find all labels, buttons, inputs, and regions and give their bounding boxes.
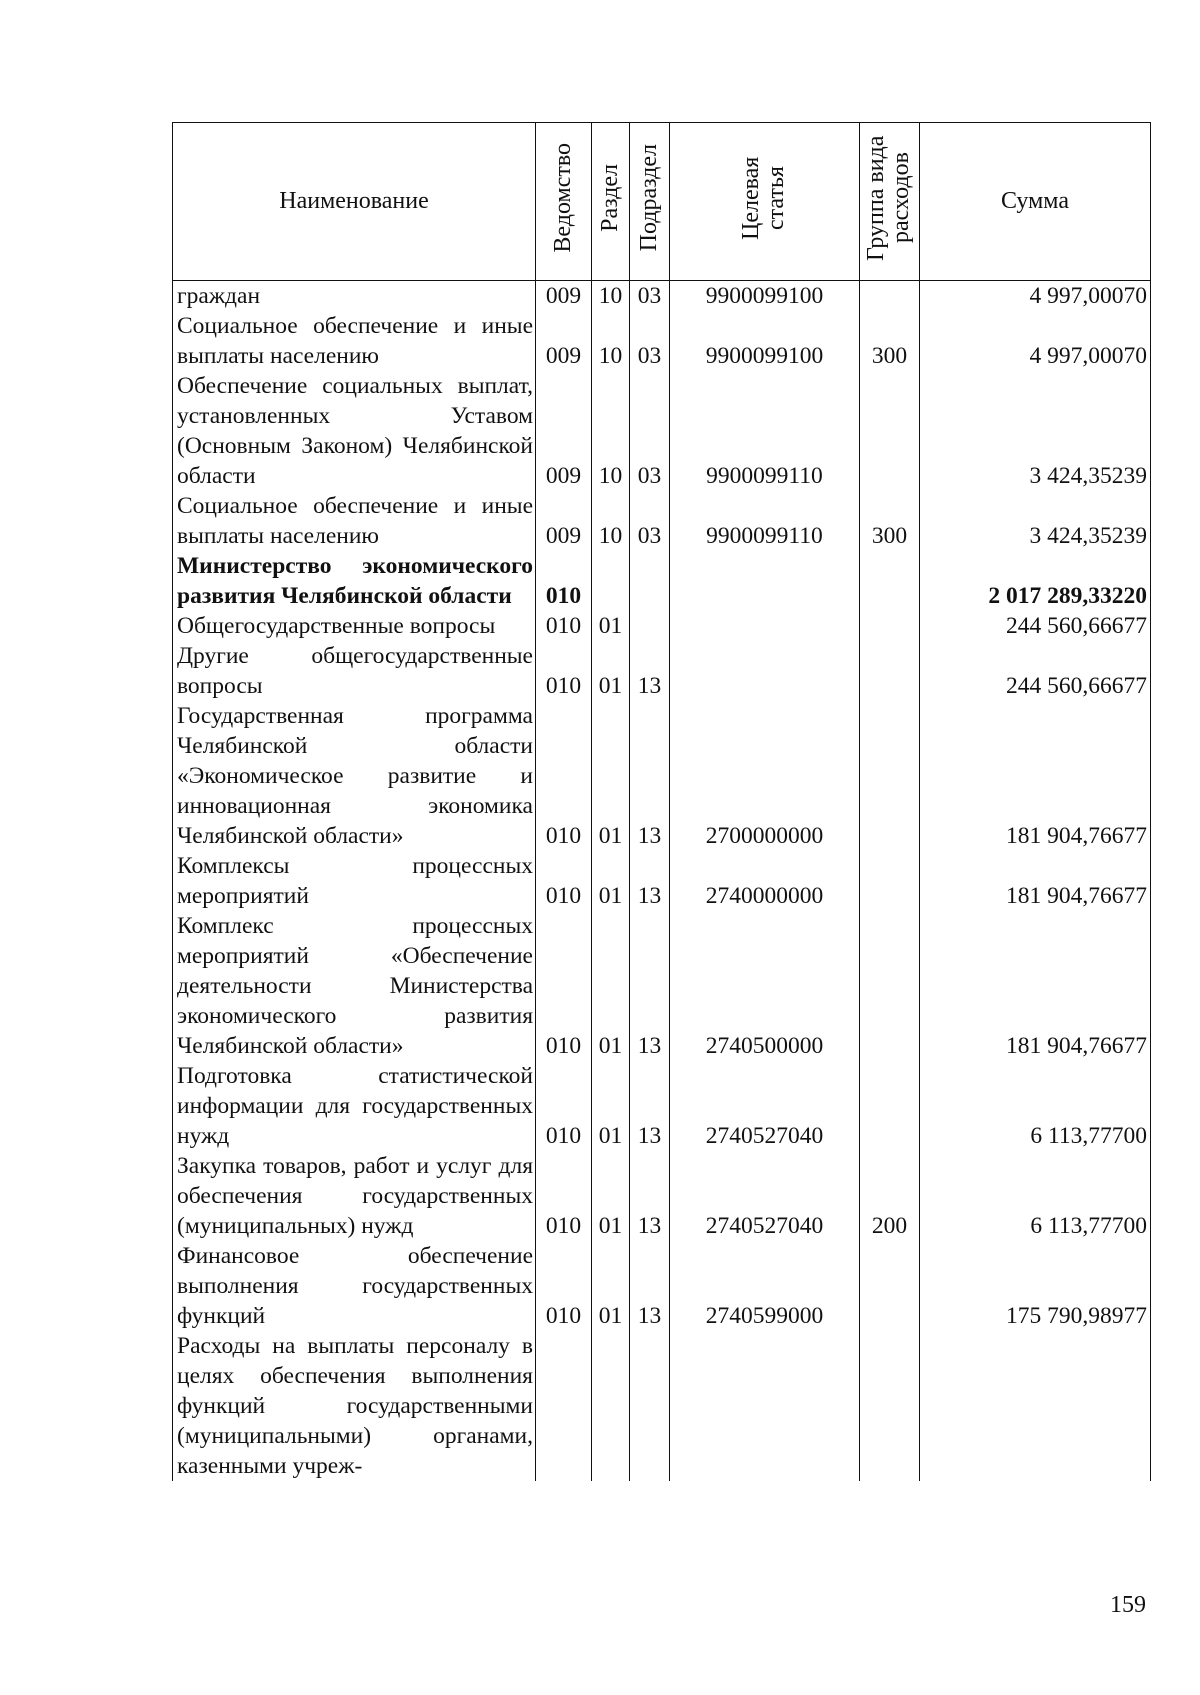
row-vedomstvo: 010 <box>536 551 592 611</box>
row-vedomstvo: 010 <box>536 701 592 851</box>
row-gruppa-vida-rashodov <box>860 851 920 911</box>
table-row <box>173 311 1151 371</box>
row-summa: 6 113,77700 <box>920 1061 1151 1151</box>
row-celevaya-statya: 2700000000 <box>670 701 860 851</box>
row-gruppa-vida-rashodov: 300 <box>860 311 920 371</box>
row-name: Комплекс процессных мероприятий «Обеспечение деятельности Министерства экономического развития Челябинской области» <box>173 911 536 1061</box>
row-summa: 2 017 289,33220 <box>920 551 1151 611</box>
row-name: Социальное обеспечение и иные выплаты населению <box>173 491 536 551</box>
row-gruppa-vida-rashodov <box>860 281 920 312</box>
row-gruppa-vida-rashodov <box>860 701 920 851</box>
row-podrazdel: 13 <box>630 1151 670 1241</box>
row-gruppa-vida-rashodov <box>860 1331 920 1481</box>
row-gruppa-vida-rashodov <box>860 1241 920 1331</box>
row-name: Социальное обеспечение и иные выплаты населению <box>173 311 536 371</box>
row-gruppa-vida-rashodov <box>860 611 920 641</box>
row-razdel: 01 <box>592 641 630 701</box>
row-name: Расходы на выплаты персоналу в целях обеспечения выполнения функций государственными (муниципальными) органами, казенными учреж- <box>173 1331 536 1481</box>
row-summa: 4 997,00070 <box>920 281 1151 312</box>
row-name: Закупка товаров, работ и услуг для обеспечения государственных (муниципальных) нужд <box>173 1151 536 1241</box>
row-razdel: 01 <box>592 611 630 641</box>
table-row <box>173 611 1151 641</box>
header-gruppa-vida-rashodov: Группа вида расходов <box>860 123 920 281</box>
row-razdel: 10 <box>592 371 630 491</box>
row-summa: 181 904,76677 <box>920 851 1151 911</box>
row-celevaya-statya <box>670 641 860 701</box>
header-razdel: Раздел <box>592 123 630 281</box>
row-gruppa-vida-rashodov <box>860 911 920 1061</box>
row-celevaya-statya: 2740527040 <box>670 1061 860 1151</box>
table-row <box>173 371 1151 491</box>
row-podrazdel: 13 <box>630 701 670 851</box>
table-row <box>173 281 1151 312</box>
row-gruppa-vida-rashodov <box>860 551 920 611</box>
row-vedomstvo: 009 <box>536 311 592 371</box>
row-name: граждан <box>173 281 536 312</box>
row-vedomstvo: 010 <box>536 911 592 1061</box>
row-summa: 181 904,76677 <box>920 701 1151 851</box>
row-celevaya-statya: 9900099110 <box>670 491 860 551</box>
row-razdel: 01 <box>592 911 630 1061</box>
header-podrazdel: Подраздел <box>630 123 670 281</box>
header-name: Наименование <box>173 123 536 281</box>
header-summa: Сумма <box>920 123 1151 281</box>
row-podrazdel: 13 <box>630 851 670 911</box>
table-row <box>173 1241 1151 1331</box>
header-vedomstvo: Ведомство <box>536 123 592 281</box>
row-gruppa-vida-rashodov <box>860 641 920 701</box>
row-podrazdel <box>630 611 670 641</box>
row-celevaya-statya: 2740500000 <box>670 911 860 1061</box>
row-podrazdel: 03 <box>630 311 670 371</box>
row-vedomstvo: 010 <box>536 1061 592 1151</box>
row-vedomstvo <box>536 1331 592 1481</box>
row-vedomstvo: 010 <box>536 641 592 701</box>
row-razdel <box>592 1331 630 1481</box>
row-razdel: 10 <box>592 281 630 312</box>
row-podrazdel: 13 <box>630 1241 670 1331</box>
table-body <box>173 281 1151 1482</box>
row-name: Государственная программа Челябинской области «Экономическое развитие и инновационная экономика Челябинской области» <box>173 701 536 851</box>
row-podrazdel: 03 <box>630 281 670 312</box>
row-podrazdel: 03 <box>630 371 670 491</box>
row-razdel: 01 <box>592 1241 630 1331</box>
row-podrazdel: 13 <box>630 1061 670 1151</box>
row-celevaya-statya: 9900099100 <box>670 281 860 312</box>
row-razdel: 01 <box>592 701 630 851</box>
row-summa: 3 424,35239 <box>920 491 1151 551</box>
table-row <box>173 551 1151 611</box>
row-summa: 244 560,66677 <box>920 641 1151 701</box>
row-name: Министерство экономического развития Челябинской области <box>173 551 536 611</box>
row-podrazdel: 03 <box>630 491 670 551</box>
row-podrazdel <box>630 1331 670 1481</box>
header-celevaya-statya: Целевая статья <box>670 123 860 281</box>
table-row <box>173 1331 1151 1481</box>
row-summa: 6 113,77700 <box>920 1151 1151 1241</box>
row-summa: 3 424,35239 <box>920 371 1151 491</box>
row-celevaya-statya <box>670 551 860 611</box>
row-name: Другие общегосударственные вопросы <box>173 641 536 701</box>
row-name: Общегосударственные вопросы <box>173 611 536 641</box>
table-row <box>173 701 1151 851</box>
table-row <box>173 641 1151 701</box>
row-razdel: 10 <box>592 491 630 551</box>
row-name: Подготовка статистической информации для государственных нужд <box>173 1061 536 1151</box>
row-podrazdel: 13 <box>630 641 670 701</box>
row-vedomstvo: 009 <box>536 281 592 312</box>
row-gruppa-vida-rashodov <box>860 371 920 491</box>
row-gruppa-vida-rashodov <box>860 1061 920 1151</box>
row-summa <box>920 1331 1151 1481</box>
row-name: Обеспечение социальных выплат, установленных Уставом (Основным Законом) Челябинской области <box>173 371 536 491</box>
row-name: Комплексы процессных мероприятий <box>173 851 536 911</box>
table-header-row <box>173 123 1151 281</box>
table-row <box>173 1151 1151 1241</box>
row-summa: 175 790,98977 <box>920 1241 1151 1331</box>
row-celevaya-statya: 2740000000 <box>670 851 860 911</box>
row-vedomstvo: 009 <box>536 371 592 491</box>
row-vedomstvo: 010 <box>536 611 592 641</box>
row-razdel <box>592 551 630 611</box>
row-vedomstvo: 010 <box>536 1151 592 1241</box>
table-row <box>173 491 1151 551</box>
row-summa: 181 904,76677 <box>920 911 1151 1061</box>
row-vedomstvo: 010 <box>536 851 592 911</box>
row-razdel: 01 <box>592 1151 630 1241</box>
row-celevaya-statya: 2740527040 <box>670 1151 860 1241</box>
budget-table <box>172 122 1151 1481</box>
row-razdel: 10 <box>592 311 630 371</box>
table-row <box>173 911 1151 1061</box>
row-razdel: 01 <box>592 1061 630 1151</box>
row-celevaya-statya: 2740599000 <box>670 1241 860 1331</box>
row-vedomstvo: 009 <box>536 491 592 551</box>
row-vedomstvo: 010 <box>536 1241 592 1331</box>
row-celevaya-statya: 9900099110 <box>670 371 860 491</box>
row-gruppa-vida-rashodov: 200 <box>860 1151 920 1241</box>
row-celevaya-statya <box>670 611 860 641</box>
row-name: Финансовое обеспечение выполнения государственных функций <box>173 1241 536 1331</box>
row-razdel: 01 <box>592 851 630 911</box>
table-row <box>173 851 1151 911</box>
page-number: 159 <box>1110 1592 1146 1618</box>
row-celevaya-statya: 9900099100 <box>670 311 860 371</box>
row-podrazdel: 13 <box>630 911 670 1061</box>
row-podrazdel <box>630 551 670 611</box>
row-summa: 4 997,00070 <box>920 311 1151 371</box>
row-gruppa-vida-rashodov: 300 <box>860 491 920 551</box>
table-row <box>173 1061 1151 1151</box>
row-celevaya-statya <box>670 1331 860 1481</box>
row-summa: 244 560,66677 <box>920 611 1151 641</box>
